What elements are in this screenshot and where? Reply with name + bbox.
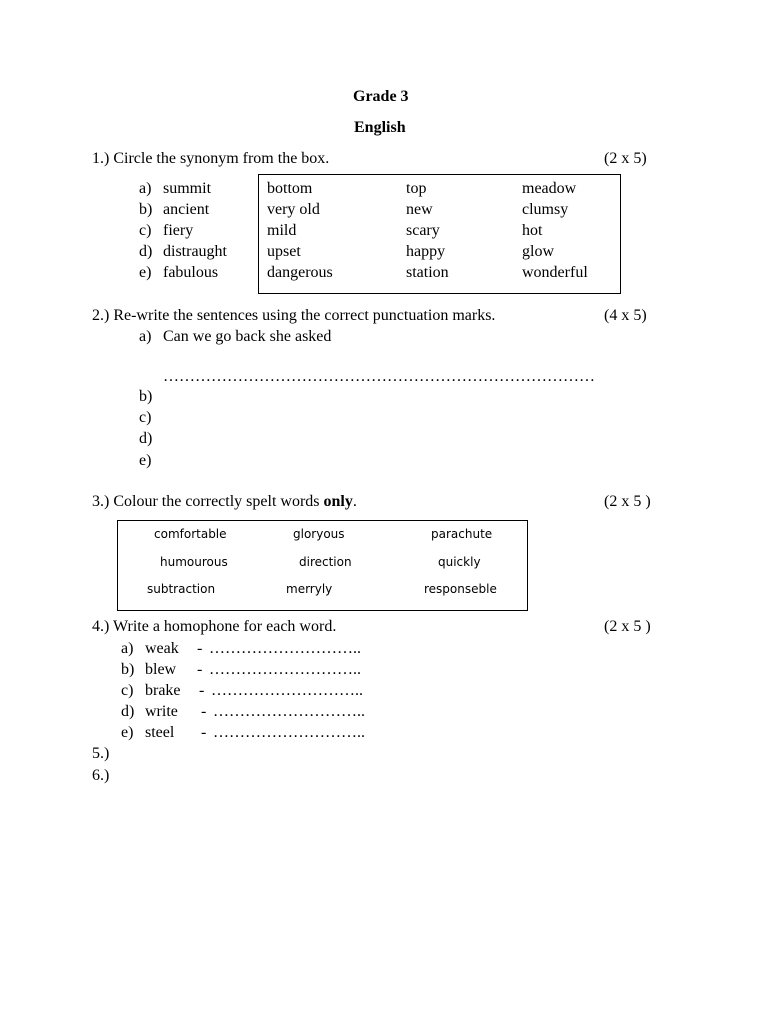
q3-word[interactable]: gloryous xyxy=(293,527,345,541)
q1-box-word[interactable]: happy xyxy=(406,243,446,260)
q4-answer-line[interactable]: ……………………….. xyxy=(213,703,365,720)
q2-marks: (4 x 5) xyxy=(604,307,647,324)
q1-title: 1.) Circle the synonym from the box. xyxy=(92,150,330,167)
q1-item-letter: a) xyxy=(139,180,152,197)
q4-item-word: steel xyxy=(145,724,175,741)
q2-item-letter: e) xyxy=(139,452,152,469)
q4-answer-line[interactable]: ……………………….. xyxy=(209,640,361,657)
q3-word[interactable]: humourous xyxy=(160,555,228,569)
q1-box-word[interactable]: new xyxy=(406,201,433,218)
q1-item-word: distraught xyxy=(163,243,227,260)
q4-item-dash: - xyxy=(199,682,205,699)
q4-item-letter: d) xyxy=(121,703,135,720)
q1-item-letter: b) xyxy=(139,201,153,218)
q1-box-word[interactable]: meadow xyxy=(522,180,577,197)
q1-box-word[interactable]: scary xyxy=(406,222,440,239)
grade-title: Grade 3 xyxy=(353,88,409,105)
subject-title: English xyxy=(354,119,406,136)
q2-title: 2.) Re-write the sentences using the correct punctuation marks. xyxy=(92,307,496,324)
q4-answer-line[interactable]: ……………………….. xyxy=(211,682,363,699)
q1-item-letter: c) xyxy=(139,222,152,239)
q1-item-letter: e) xyxy=(139,264,152,281)
q4-item-dash: - xyxy=(197,640,203,657)
q4-item-letter: b) xyxy=(121,661,135,678)
q3-marks: (2 x 5 ) xyxy=(604,493,651,510)
q1-box-word[interactable]: hot xyxy=(522,222,543,239)
q3-word[interactable]: direction xyxy=(299,555,352,569)
q1-box-word[interactable]: glow xyxy=(522,243,554,260)
q4-item-word: weak xyxy=(145,640,179,657)
q6-label: 6.) xyxy=(92,767,110,784)
q4-item-dash: - xyxy=(201,703,207,720)
q2-item-sentence: Can we go back she asked xyxy=(163,328,332,345)
q2-item-letter: c) xyxy=(139,409,152,426)
q1-item-letter: d) xyxy=(139,243,153,260)
q4-answer-line[interactable]: ……………………….. xyxy=(209,661,361,678)
q4-item-dash: - xyxy=(197,661,203,678)
q1-box-word[interactable]: clumsy xyxy=(522,201,569,218)
q3-word[interactable]: subtraction xyxy=(147,582,216,596)
q3-word[interactable]: comfortable xyxy=(154,527,227,541)
q5-label: 5.) xyxy=(92,745,110,762)
q3-title xyxy=(92,493,357,511)
q3-word[interactable]: parachute xyxy=(431,527,493,541)
q4-item-letter: e) xyxy=(121,724,134,741)
q1-item-word: fabulous xyxy=(163,264,219,281)
q4-item-word: brake xyxy=(145,682,181,699)
q3-word[interactable]: responseble xyxy=(424,582,497,596)
q4-item-word: blew xyxy=(145,661,177,678)
q1-marks: (2 x 5) xyxy=(604,150,647,167)
q1-box-word[interactable]: very old xyxy=(267,201,320,218)
q1-item-word: fiery xyxy=(163,222,194,239)
q1-box-word[interactable]: station xyxy=(406,264,449,281)
q4-marks: (2 x 5 ) xyxy=(604,618,651,635)
q1-box-word[interactable]: wonderful xyxy=(522,264,588,281)
q1-box-word[interactable]: upset xyxy=(267,243,301,260)
q1-box-word[interactable]: bottom xyxy=(267,180,313,197)
q4-answer-line[interactable]: ……………………….. xyxy=(213,724,365,741)
q4-title: 4.) Write a homophone for each word. xyxy=(92,618,337,635)
q4-item-word: write xyxy=(145,703,178,720)
q2-item-letter: b) xyxy=(139,388,153,405)
q2-item-letter: d) xyxy=(139,430,153,447)
q1-box-word[interactable]: mild xyxy=(267,222,297,239)
q1-box-word[interactable]: dangerous xyxy=(267,264,333,281)
q2-item-letter: a) xyxy=(139,328,152,345)
q2-answer-line[interactable]: ……………………………………………………………………… xyxy=(163,368,595,385)
q1-item-word: summit xyxy=(163,180,212,197)
q3-title-end: . xyxy=(352,493,357,510)
q1-box-word[interactable]: top xyxy=(406,180,427,197)
q3-word[interactable]: merryly xyxy=(286,582,333,596)
q1-item-word: ancient xyxy=(163,201,210,218)
q4-item-letter: c) xyxy=(121,682,134,699)
q3-title-emphasis: only xyxy=(323,493,353,510)
q4-item-letter: a) xyxy=(121,640,134,657)
q4-item-dash: - xyxy=(201,724,207,741)
q3-word[interactable]: quickly xyxy=(438,555,481,569)
q3-title-text: 3.) Colour the correctly spelt words xyxy=(92,493,324,510)
